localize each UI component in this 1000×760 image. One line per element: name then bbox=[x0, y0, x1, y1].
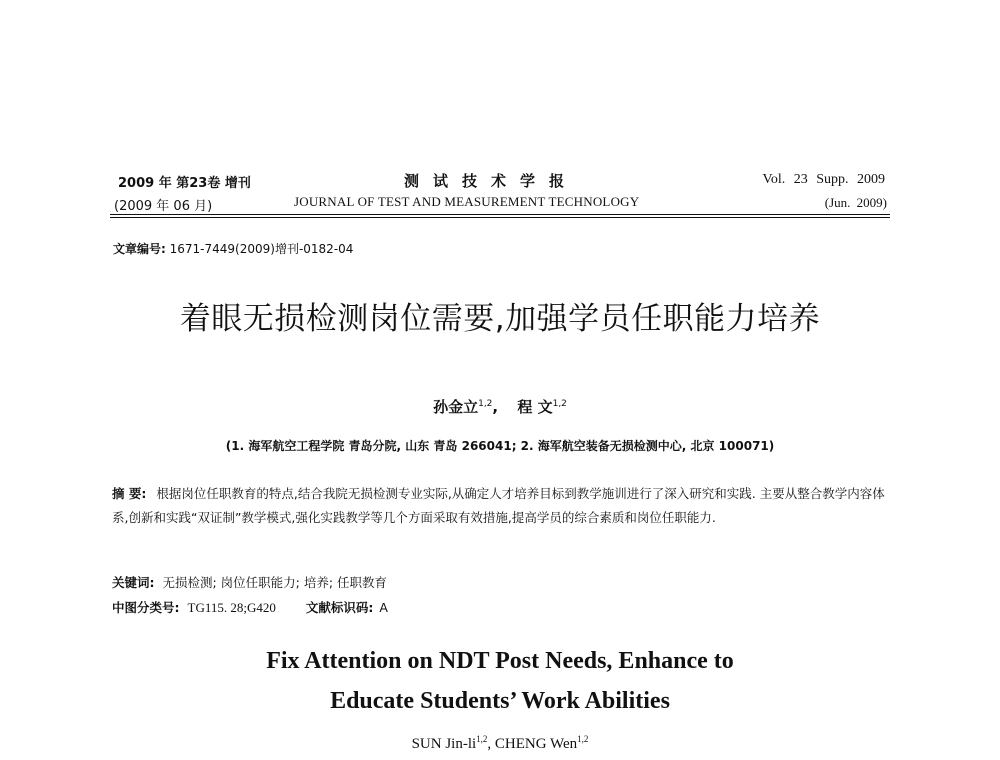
header-rule bbox=[110, 214, 890, 215]
header-volume: Vol. 23 Supp. 2009 bbox=[762, 172, 885, 187]
abstract-text: 根据岗位任职教育的特点,结合我院无损检测专业实际,从确定人才培养目标到教学施训进行了深入研究和实践. 主要从整合教学内容体系,创新和实践“双证制”教学模式,强化实践教学等几个方面采取有效措施,提高学员的综合素质和岗位任职能力. bbox=[112, 486, 885, 525]
paper-title-en-line2: Educate Students’ Work Abilities bbox=[330, 688, 670, 714]
paper-title-cn: 着眼无损检测岗位需要,加强学员任职能力培养 bbox=[179, 301, 821, 337]
affiliation-cn: (1. 海军航空工程学院 青岛分院, 山东 青岛 266041; 2. 海军航空装备无损检测中心, 北京 100071) bbox=[225, 439, 775, 453]
keywords-value: 无损检测; 岗位任职能力; 培养; 任职教育 bbox=[162, 575, 388, 590]
authors-cn bbox=[0, 396, 1000, 417]
keywords-cn bbox=[112, 573, 387, 591]
article-id-value: 1671-7449(2009)增刊-0182-04 bbox=[169, 242, 354, 256]
doc-code-label: 文献标识码: bbox=[305, 600, 374, 615]
author-name-en: SUN Jin-li bbox=[411, 736, 477, 752]
author-separator: , bbox=[492, 398, 499, 416]
author-affil-sup: 1,2 bbox=[577, 734, 589, 744]
author-name-en: CHENG Wen bbox=[494, 736, 578, 752]
abstract-label: 摘 要: bbox=[112, 486, 147, 501]
classification-label: 中图分类号: bbox=[112, 600, 180, 615]
author-affil-sup: 1,2 bbox=[552, 399, 567, 409]
header-rule-thin bbox=[110, 217, 890, 218]
author-affil-sup: 1,2 bbox=[476, 734, 488, 744]
article-id-label: 文章编号: bbox=[113, 242, 166, 256]
author-affil-sup: 1,2 bbox=[478, 399, 493, 409]
journal-title-en: JOURNAL OF TEST AND MEASUREMENT TECHNOLOGY bbox=[294, 194, 640, 209]
classification-value: TG115. 28;G420 bbox=[187, 600, 276, 615]
doc-code-value: A bbox=[379, 600, 388, 615]
header-month: (Jun. 2009) bbox=[824, 195, 887, 210]
abstract-cn bbox=[112, 482, 890, 530]
article-id bbox=[113, 240, 353, 257]
header-issue-info: 2009 年 第23卷 增刊 bbox=[118, 176, 251, 191]
author-name: 孙金立 bbox=[433, 398, 479, 416]
paper-title-en-line1: Fix Attention on NDT Post Needs, Enhance to bbox=[266, 648, 734, 674]
header-issue-date: (2009 年 06 月) bbox=[114, 199, 213, 214]
journal-title-cn: 测试技术学报 bbox=[404, 172, 579, 190]
authors-en bbox=[0, 736, 1000, 753]
author-name: 程 文 bbox=[517, 398, 553, 416]
author-separator: , bbox=[487, 736, 495, 752]
classification-line bbox=[112, 598, 388, 616]
keywords-label: 关键词: bbox=[112, 575, 155, 590]
